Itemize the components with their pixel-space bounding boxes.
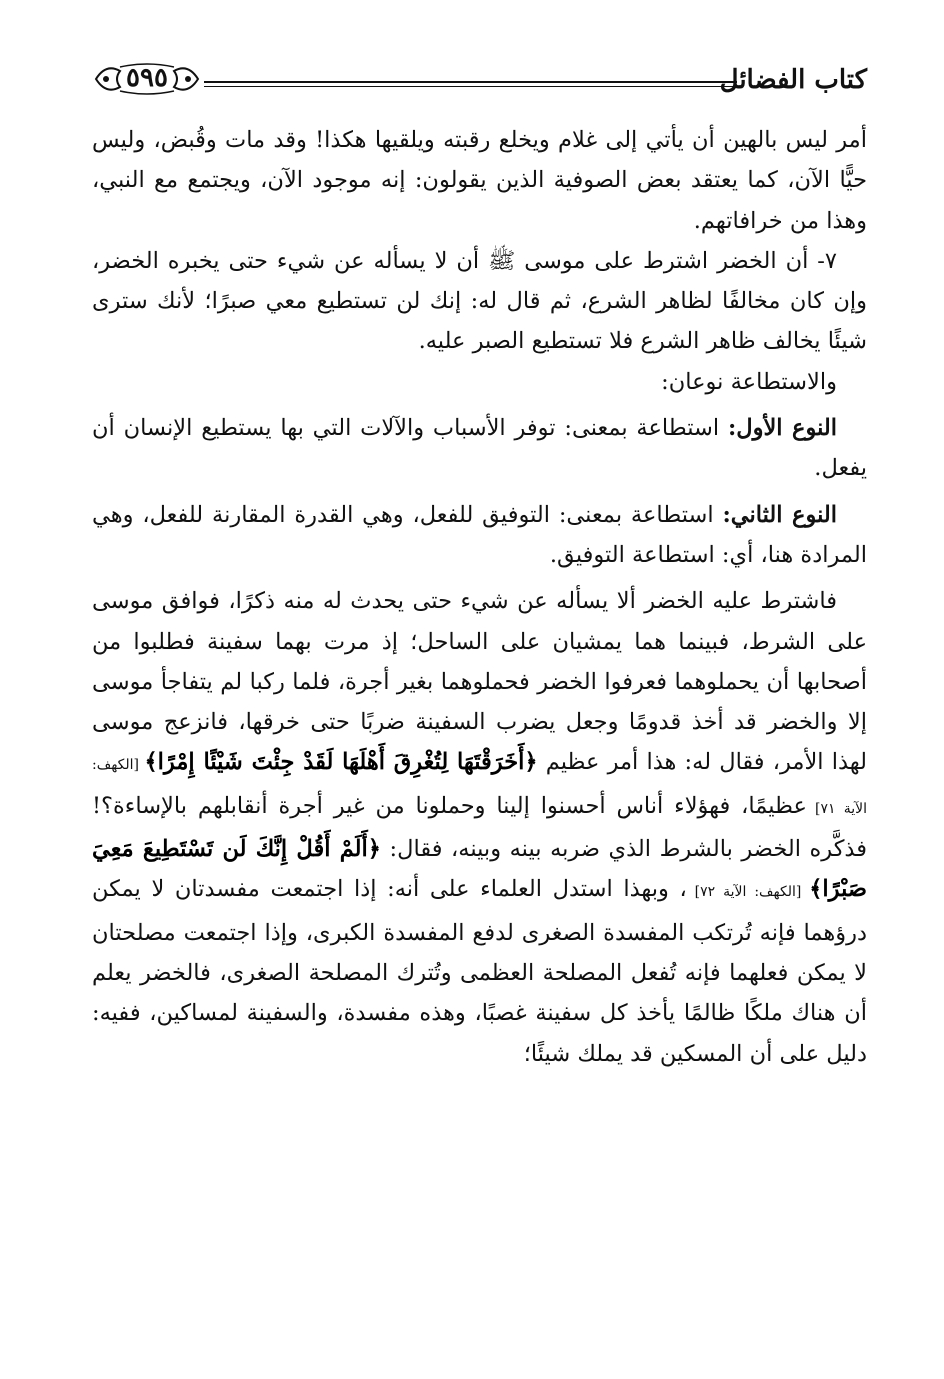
book-title: كتاب الفضائل <box>719 65 867 95</box>
paragraph-3: والاستطاعة نوعان: <box>661 368 837 395</box>
paragraph-5 <box>92 495 867 576</box>
type-one-text: استطاعة بمعنى: توفر الأسباب والآلات التي بها يستطيع الإنسان أن يفعل. <box>92 415 867 482</box>
page-number: ٥٩٥ <box>126 63 168 93</box>
story-text-3: ، وبهذا استدل العلماء على أنه: إذا اجتمعت مفسدتان لا يمكن درؤهما فإنه تُرتكب المفسدة الصغرى لدفع المفسدة الكبرى، وإذا اجتمعت مصلحتان لا يمكن فعلهما فإنه تُفعل المصلحة العظمى وتُترك المصلحة الصغرى، فالخضر يعلم أن هناك ملكًا ظالمًا يأخذ كل سفينة غصبًا، وهذه مفسدة، والسفينة لمساكين، ففيه: دليل على أن المسكين قد يملك شيئًا؛ <box>92 876 867 1067</box>
story-text-1: فاشترط عليه الخضر ألا يسأله عن شيء حتى يحدث له منه ذكرًا، فوافق موسى على الشرط، فبينما هما يمشيان على الساحل؛ إذ مرت بهما سفينة فطلبوا من أصحابها أن يحملوهما فعرفوا الخضر فحملوهما بغير أجرة، فلما ركبا لم يتفاجأ موسى إلا والخضر قد أخذ قدومًا وجعل يضرب السفينة ضربًا حتى خرقها، فانزعج موسى لهذا الأمر، فقال له: هذا أمر عظيم <box>92 588 867 776</box>
body-text <box>92 120 867 1074</box>
page-number-ornament <box>92 57 202 101</box>
page-header <box>92 55 867 105</box>
type-one-label: النوع الأول: <box>727 415 837 442</box>
type-two-text: استطاعة بمعنى: التوفيق للفعل، وهي القدرة المقارنة للفعل، وهي المرادة هنا، أي: استطاعة التوفيق. <box>92 501 867 568</box>
verse-reference-2: [الكهف: الآية ٧٢] <box>686 884 810 901</box>
paragraph-6 <box>92 581 867 1074</box>
paragraph-2: ٧- أن الخضر اشترط على موسى ﷺ أن لا يسأله عن شيء حتى يخبره الخضر، وإن كان مخالفًا لظاهر الشرع، ثم قال له: إنك لن تستطيع معي صبرًا؛ لأنك سترى شيئًا يخالف ظاهر الشرع فلا تستطيع الصبر عليه. <box>92 247 867 355</box>
header-rule <box>204 81 737 87</box>
verse-reference-1: [الكهف: الآية ٧١] <box>92 757 867 817</box>
paragraph-1: أمر ليس بالهين أن يأتي إلى غلام ويخلع رقبته ويلقيها هكذا! وقد مات وقُبض، وليس حيًّا الآن، كما يعتقد بعض الصوفية الذين يقولون: إنه موجود الآن، ويجتمع مع النبي، وهذا من خرافاتهم. <box>92 127 867 234</box>
quran-verse-2: ﴿أَلَمْ أَقُلْ إِنَّكَ لَن تَسْتَطِيعَ مَعِيَ صَبْرًا﴾ <box>92 836 867 903</box>
story-text-2: عظيمًا، فهؤلاء أناس أحسنوا إلينا وحملونا من غير أجرة أنقابلهم بالإساءة؟! فذكَّره الخضر بالشرط الذي ضربه بينه وبينه، فقال: <box>92 792 867 863</box>
paragraph-4 <box>92 408 867 489</box>
type-two-label: النوع الثاني: <box>722 501 837 528</box>
quran-verse-1: ﴿أَخَرَقْتَهَا لِتُغْرِقَ أَهْلَهَا لَقَدْ جِئْتَ شَيْئًا إِمْرًا﴾ <box>144 749 538 776</box>
